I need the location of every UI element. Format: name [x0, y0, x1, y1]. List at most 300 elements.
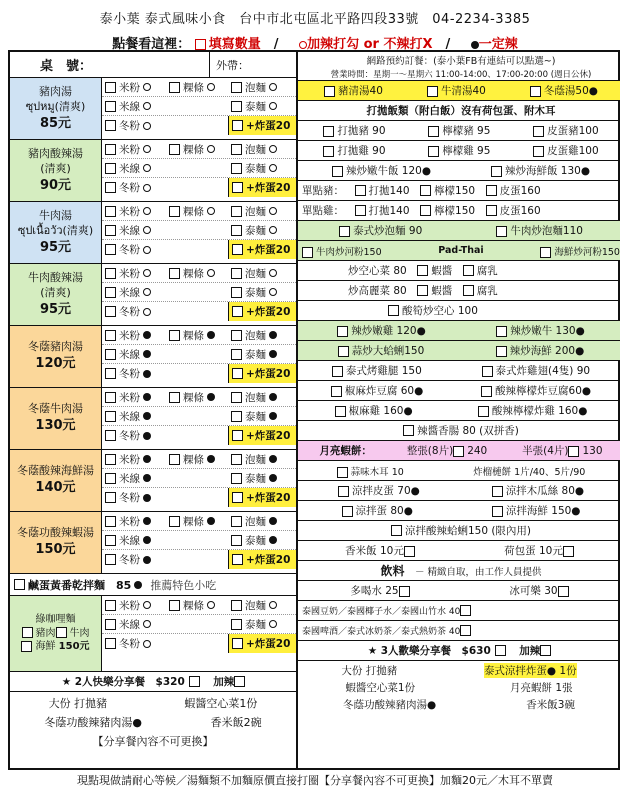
noodle-b-label: 粿條 — [183, 81, 204, 94]
egg-checkbox[interactable] — [232, 306, 243, 317]
spicy-circle-icon — [269, 83, 277, 91]
snack-row-4: 涼拌酸辣蛤蜊150 (限內用) — [298, 521, 620, 541]
noodle-a-label: 冬粉 — [119, 554, 140, 566]
curry-seafood-checkbox[interactable] — [21, 641, 32, 652]
spicy-circle-icon — [143, 226, 151, 234]
rice-item-label: 打拋雞 90 — [337, 145, 386, 157]
rice-item-checkbox[interactable] — [323, 146, 334, 157]
header — [0, 0, 630, 52]
soup-name: 牛肉湯 ซุปเนื้อวัว(清爽) 95元 — [10, 202, 102, 263]
cold-seafood-checkbox[interactable] — [492, 506, 503, 517]
fried-egg-addon[interactable] — [228, 634, 296, 653]
spicy-circle-icon — [269, 145, 277, 153]
noodle-option-row — [102, 202, 296, 221]
single-pork-egg-checkbox[interactable] — [486, 185, 497, 196]
spicy-circle-icon — [207, 269, 215, 277]
noodle-c-label: 泡麵 — [245, 267, 266, 280]
thai-fried-noodle-checkbox[interactable] — [339, 226, 350, 237]
noodle-option-row — [102, 345, 296, 364]
snack-row-2: 涼拌皮蛋 70● 涼拌木瓜絲 80● — [298, 481, 620, 501]
cola-checkbox[interactable] — [558, 586, 569, 597]
noodle-b-label: 粿條 — [183, 453, 204, 466]
veg1-tofu-checkbox[interactable] — [463, 265, 474, 276]
noodle-option-row — [102, 407, 296, 426]
noodle-a-checkbox[interactable] — [105, 473, 116, 484]
noodle-a-checkbox[interactable] — [105, 638, 116, 649]
soup-name: 冬蔭酸辣海鮮湯 140元 — [10, 450, 102, 511]
noodle-a-label: 米粉 — [119, 143, 140, 156]
egg-label: +炸蛋20 — [246, 182, 291, 194]
noodle-c-checkbox[interactable] — [231, 349, 242, 360]
noodle-c-checkbox[interactable] — [231, 225, 242, 236]
soup-name: 冬蔭牛肉湯 130元 — [10, 388, 102, 449]
egg-label: +炸蛋20 — [246, 638, 291, 650]
salted-egg-checkbox[interactable] — [14, 579, 25, 590]
noodle-c-label: 泰麵 — [245, 534, 266, 547]
soup-block — [10, 140, 296, 202]
drink-group1-checkbox[interactable] — [460, 605, 471, 616]
table-number-row: 桌 號： 外帶： — [10, 52, 296, 78]
soup-block — [10, 326, 296, 388]
noodle-a-label: 米線 — [119, 534, 140, 547]
noodle-a-label: 米線 — [119, 472, 140, 485]
noodle-a-checkbox[interactable] — [105, 392, 116, 403]
noodle-c-label: 泡麵 — [245, 515, 266, 528]
noodle-c-label: 泡麵 — [245, 205, 266, 218]
rice-item-checkbox[interactable] — [533, 126, 544, 137]
spicy-seafood-checkbox[interactable] — [496, 346, 507, 357]
spicy-dot-icon — [143, 556, 151, 564]
wood-ear-checkbox[interactable] — [337, 467, 348, 478]
fried-egg-addon[interactable] — [228, 240, 296, 259]
noodle-a-checkbox[interactable] — [105, 492, 116, 503]
fried-row-2: 椒麻炸豆腐 60● 酸辣檸檬炸豆腐60● — [298, 381, 620, 401]
soup-name: 牛肉酸辣湯 (清爽) 95元 — [10, 264, 102, 325]
soup-block — [10, 388, 296, 450]
legend-box-icon — [195, 39, 206, 50]
soup-price: 95元 — [39, 239, 72, 255]
noodle-option-row — [102, 450, 296, 469]
bamboo-veg-checkbox[interactable] — [388, 305, 399, 316]
noodle-a-checkbox[interactable] — [105, 120, 116, 131]
beef-hor-fun-checkbox[interactable] — [302, 247, 313, 258]
noodle-a-checkbox[interactable] — [105, 225, 116, 236]
pepper-chicken-checkbox[interactable] — [335, 406, 346, 417]
noodle-b-checkbox[interactable] — [169, 268, 180, 279]
spicy-dot-icon — [269, 331, 277, 339]
spicy-circle-icon — [269, 601, 277, 609]
rice-item-checkbox[interactable] — [428, 146, 439, 157]
spicy-dot-icon — [143, 432, 151, 440]
spicy-circle-icon — [269, 226, 277, 234]
noodle-a-checkbox[interactable] — [105, 411, 116, 422]
noodle-a-label: 米線 — [119, 224, 140, 237]
spicy-beef-checkbox[interactable] — [496, 326, 507, 337]
noodle-option-row — [102, 426, 296, 445]
curry-beef-checkbox[interactable] — [56, 627, 67, 638]
spicy-dot-icon — [207, 517, 215, 525]
noodle-option-row — [102, 634, 296, 653]
clear-soup-row: 豬清湯40 牛清湯40 冬蔭湯50● — [298, 81, 620, 101]
noodle-option-row — [102, 488, 296, 507]
rice-item-checkbox[interactable] — [533, 146, 544, 157]
single-chicken-basil-checkbox[interactable] — [355, 205, 366, 216]
seafood-hor-fun-checkbox[interactable] — [540, 247, 551, 258]
veg-row-1: 炒空心菜 80 蝦醬 腐乳 — [298, 261, 620, 281]
noodle-a-checkbox[interactable] — [105, 163, 116, 174]
noodle-c-checkbox[interactable] — [231, 535, 242, 546]
rice-item-checkbox[interactable] — [323, 126, 334, 137]
noodle-c-checkbox[interactable] — [231, 206, 242, 217]
noodle-a-checkbox[interactable] — [105, 600, 116, 611]
cold-fried-egg-checkbox[interactable] — [342, 506, 353, 517]
snack-row-3: 涼拌蛋 80● 涼拌海鮮 150● — [298, 501, 620, 521]
legend-circle-icon — [299, 41, 307, 49]
soup-options — [102, 140, 296, 201]
rice-item-label: 檸檬雞 95 — [442, 145, 491, 157]
pork-clear-soup-checkbox[interactable] — [324, 86, 335, 97]
rice-item-label: 檸檬豬 95 — [442, 125, 491, 137]
noodle-a-checkbox[interactable] — [105, 516, 116, 527]
noodle-c-checkbox[interactable] — [231, 392, 242, 403]
noodle-c-label: 泰麵 — [245, 224, 266, 237]
spicy-dot-icon — [269, 474, 277, 482]
fried-egg-checkbox[interactable] — [563, 546, 574, 557]
fried-egg-addon[interactable] — [228, 178, 296, 197]
garlic-clam-checkbox[interactable] — [338, 346, 349, 357]
noodle-a-checkbox[interactable] — [105, 244, 116, 255]
noodle-a-checkbox[interactable] — [105, 306, 116, 317]
egg-checkbox[interactable] — [232, 638, 243, 649]
beef-clear-soup-checkbox[interactable] — [427, 86, 438, 97]
noodle-a-label: 米粉 — [119, 205, 140, 218]
soup-list — [10, 78, 296, 574]
noodle-a-checkbox[interactable] — [105, 182, 116, 193]
curry-block — [10, 596, 296, 672]
veg-row-2: 炒高麗菜 80 蝦醬 腐乳 — [298, 281, 620, 301]
spicy-circle-icon — [143, 288, 151, 296]
noodle-option-row — [102, 159, 296, 178]
spicy-circle-icon — [143, 164, 151, 172]
noodle-c-label: 泡麵 — [245, 391, 266, 404]
spicy-circle-icon — [143, 83, 151, 91]
drink-row-1: 多喝水 25 冰可樂 30 — [298, 581, 620, 601]
lemon-tofu-checkbox[interactable] — [481, 386, 492, 397]
noodle-c-checkbox[interactable] — [231, 600, 242, 611]
water-checkbox[interactable] — [399, 586, 410, 597]
egg-label: +炸蛋20 — [246, 306, 291, 318]
noodle-c-checkbox[interactable] — [231, 287, 242, 298]
noodle-option-row — [102, 264, 296, 283]
shop-info: 泰小葉 泰式風味小食 台中市北屯區北平路四段33號 04-2234-3385 — [99, 12, 531, 27]
noodle-b-label: 粿條 — [183, 391, 204, 404]
spicy-seafood-rice-checkbox[interactable] — [491, 166, 502, 177]
noodle-a-label: 米線 — [119, 286, 140, 299]
single-pork-basil-checkbox[interactable] — [355, 185, 366, 196]
rice-list — [298, 121, 620, 161]
noodle-option-row — [102, 178, 296, 197]
spicy-circle-icon — [269, 288, 277, 296]
fried-egg-addon[interactable] — [228, 116, 296, 135]
egg-label: +炸蛋20 — [246, 554, 291, 566]
noodle-c-checkbox[interactable] — [231, 268, 242, 279]
set-two-checkbox[interactable] — [189, 676, 200, 687]
noodle-a-checkbox[interactable] — [105, 554, 116, 565]
egg-checkbox[interactable] — [232, 120, 243, 131]
noodle-row-1: 泰式炒泡麵 90 牛肉炒泡麵110 — [298, 221, 620, 241]
egg-checkbox[interactable] — [232, 492, 243, 503]
noodle-a-label: 米粉 — [119, 329, 140, 342]
spicy-dot-icon — [143, 412, 151, 420]
noodle-a-label: 米粉 — [119, 515, 140, 528]
noodle-a-label: 冬粉 — [119, 182, 140, 194]
single-pork-row: 單點豬： 打拋140 檸檬150 皮蛋160 — [298, 181, 620, 201]
noodle-c-label: 泡麵 — [245, 81, 266, 94]
papaya-checkbox[interactable] — [492, 486, 503, 497]
moon-cake-row: 月亮蝦餅： 整張(8片) 240 半張(4片) 130 — [298, 441, 620, 461]
noodle-b-label: 粿條 — [183, 599, 204, 612]
noodle-b-checkbox[interactable] — [169, 82, 180, 93]
spicy-circle-icon — [207, 83, 215, 91]
spicy-circle-icon — [143, 308, 151, 316]
noodle-c-checkbox[interactable] — [231, 619, 242, 630]
spicy-dot-icon — [269, 536, 277, 544]
noodle-a-label: 米粉 — [119, 391, 140, 404]
noodle-a-label: 米粉 — [119, 453, 140, 466]
noodle-option-row — [102, 116, 296, 135]
noodle-b-checkbox[interactable] — [169, 330, 180, 341]
veg1-shrimp-checkbox[interactable] — [417, 265, 428, 276]
noodle-option-row — [102, 283, 296, 302]
lemon-chicken-checkbox[interactable] — [478, 406, 489, 417]
spicy-dot-icon — [269, 350, 277, 358]
chicken-wing-checkbox[interactable] — [482, 366, 493, 377]
spicy-circle-icon — [143, 184, 151, 192]
noodle-a-label: 冬粉 — [119, 430, 140, 442]
noodle-a-label: 冬粉 — [119, 638, 140, 650]
drink-row-2: 泰國豆奶／泰國椰子水／泰國山竹水 40 — [298, 601, 620, 621]
pepper-tofu-checkbox[interactable] — [331, 386, 342, 397]
noodle-c-checkbox[interactable] — [231, 454, 242, 465]
egg-checkbox[interactable] — [232, 430, 243, 441]
noodle-c-label: 泰麵 — [245, 348, 266, 361]
spicy-circle-icon — [269, 207, 277, 215]
spicy-circle-icon — [269, 164, 277, 172]
noodle-c-checkbox[interactable] — [231, 82, 242, 93]
drinks-title-row: 飲料 － 精緻自取，由工作人員提供 — [298, 561, 620, 581]
tomyum-soup-checkbox[interactable] — [530, 86, 541, 97]
moon-whole-checkbox[interactable] — [453, 446, 464, 457]
fried-egg-addon[interactable] — [228, 302, 296, 321]
spicy-circle-icon — [207, 145, 215, 153]
noodle-c-label: 泡麵 — [245, 453, 266, 466]
noodle-option-row — [102, 140, 296, 159]
fried-row-1: 泰式烤雞腿 150 泰式炸雞翅(4隻) 90 — [298, 361, 620, 381]
cold-clam-checkbox[interactable] — [391, 525, 402, 536]
noodle-c-label: 泰麵 — [245, 100, 266, 113]
veg2-shrimp-checkbox[interactable] — [417, 285, 428, 296]
fried-egg-addon[interactable] — [228, 364, 296, 383]
sausage-checkbox[interactable] — [403, 425, 414, 436]
noodle-a-checkbox[interactable] — [105, 330, 116, 341]
spicy-dot-icon — [269, 393, 277, 401]
spicy-chicken-checkbox[interactable] — [337, 326, 348, 337]
noodle-option-row — [102, 78, 296, 97]
noodle-a-checkbox[interactable] — [105, 144, 116, 155]
spicy-circle-icon — [143, 640, 151, 648]
egg-checkbox[interactable] — [232, 368, 243, 379]
egg-label: +炸蛋20 — [246, 120, 291, 132]
noodle-a-checkbox[interactable] — [105, 268, 116, 279]
noodle-a-checkbox[interactable] — [105, 206, 116, 217]
spicy-dot-icon — [143, 350, 151, 358]
rice-checkbox[interactable] — [404, 546, 415, 557]
noodle-a-label: 米粉 — [119, 599, 140, 612]
noodle-b-checkbox[interactable] — [169, 206, 180, 217]
set-three-spicy-checkbox[interactable] — [540, 645, 551, 656]
salted-egg-row: 鹹蛋黃番乾拌麵 85 推薦特色小吃 — [10, 574, 296, 596]
noodle-b-checkbox[interactable] — [169, 392, 180, 403]
noodle-a-label: 米線 — [119, 162, 140, 175]
noodle-option-row — [102, 388, 296, 407]
noodle-c-label: 泰麵 — [245, 286, 266, 299]
noodle-a-label: 冬粉 — [119, 492, 140, 504]
noodle-a-checkbox[interactable] — [105, 619, 116, 630]
veg2-tofu-checkbox[interactable] — [463, 285, 474, 296]
chicken-leg-checkbox[interactable] — [332, 366, 343, 377]
moon-half-checkbox[interactable] — [568, 446, 579, 457]
soup-options — [102, 264, 296, 325]
noodle-option-row — [102, 512, 296, 531]
noodle-option-row — [102, 326, 296, 345]
spicy-circle-icon — [143, 246, 151, 254]
noodle-option-row — [102, 550, 296, 569]
noodle-a-checkbox[interactable] — [105, 349, 116, 360]
noodle-a-label: 米線 — [119, 618, 140, 631]
noodle-c-label: 泡麵 — [245, 143, 266, 156]
rice-item-checkbox[interactable] — [428, 126, 439, 137]
left-column — [10, 52, 298, 768]
noodle-a-checkbox[interactable] — [105, 535, 116, 546]
egg-label: +炸蛋20 — [246, 244, 291, 256]
noodle-c-checkbox[interactable] — [231, 101, 242, 112]
noodle-option-row — [102, 97, 296, 116]
noodle-c-checkbox[interactable] — [231, 144, 242, 155]
noodle-option-row — [102, 596, 296, 615]
noodle-a-label: 米粉 — [119, 81, 140, 94]
noodle-option-row — [102, 364, 296, 383]
noodle-a-checkbox[interactable] — [105, 430, 116, 441]
noodle-c-checkbox[interactable] — [231, 411, 242, 422]
single-pork-lemon-checkbox[interactable] — [420, 185, 431, 196]
snack-row-1: 蒜味木耳 10 炸榴槤餅 1片/40、5片/90 — [298, 461, 620, 481]
noodle-c-label: 泰麵 — [245, 162, 266, 175]
noodle-a-checkbox[interactable] — [105, 368, 116, 379]
curry-pork-checkbox[interactable] — [22, 627, 33, 638]
single-chicken-egg-checkbox[interactable] — [486, 205, 497, 216]
noodle-a-label: 冬粉 — [119, 368, 140, 380]
set-two-spicy-checkbox[interactable] — [234, 676, 245, 687]
egg-label: +炸蛋20 — [246, 492, 291, 504]
soup-block — [10, 512, 296, 574]
spicy-beef-rice-checkbox[interactable] — [332, 166, 343, 177]
egg-checkbox[interactable] — [232, 554, 243, 565]
noodle-c-checkbox[interactable] — [231, 473, 242, 484]
noodle-a-checkbox[interactable] — [105, 287, 116, 298]
noodle-b-label: 粿條 — [183, 267, 204, 280]
spicy-dot-icon — [207, 331, 215, 339]
spicy-dot-icon — [269, 412, 277, 420]
veg-row-3: 酸筍炒空心 100 — [298, 301, 620, 321]
soup-name: 冬蔭功酸辣蝦湯 150元 — [10, 512, 102, 573]
spicy-circle-icon — [143, 145, 151, 153]
noodle-a-label: 冬粉 — [119, 120, 140, 132]
noodle-b-label: 粿條 — [183, 329, 204, 342]
fried-egg-addon[interactable] — [228, 550, 296, 569]
noodle-b-checkbox[interactable] — [169, 454, 180, 465]
rice-row — [298, 121, 620, 141]
noodle-a-checkbox[interactable] — [105, 82, 116, 93]
curry-options — [102, 596, 296, 671]
spicy-dot-icon — [143, 494, 151, 502]
noodle-c-label: 泰麵 — [245, 472, 266, 485]
cold-egg-checkbox[interactable] — [338, 486, 349, 497]
spicy-dot-icon — [207, 393, 215, 401]
single-chicken-lemon-checkbox[interactable] — [420, 205, 431, 216]
set-three-checkbox[interactable] — [495, 645, 506, 656]
spicy-dot-icon — [269, 517, 277, 525]
sausage-row: 辣醬香腸 80 (双拼香) — [298, 421, 620, 441]
noodle-a-label: 米線 — [119, 410, 140, 423]
spicy-circle-icon — [207, 207, 215, 215]
spicy-dot-icon — [269, 455, 277, 463]
drink-group2-checkbox[interactable] — [460, 625, 471, 636]
spicy-circle-icon — [143, 102, 151, 110]
noodle-a-label: 米線 — [119, 348, 140, 361]
noodle-a-checkbox[interactable] — [105, 101, 116, 112]
set-two-block: ★ 2人快樂分享餐 $320 加辣 大份 打拋豬 蝦醬空心菜1份 冬蔭功酸辣豬肉湯● 香米飯2碗 【分享餐內容不可更換】 — [10, 672, 296, 746]
rice-row — [298, 141, 620, 161]
noodle-a-label: 米粉 — [119, 267, 140, 280]
spicy-circle-icon — [143, 207, 151, 215]
spicy-circle-icon — [269, 269, 277, 277]
soup-price: 85元 — [39, 115, 72, 131]
noodle-c-checkbox[interactable] — [231, 330, 242, 341]
noodle-b-checkbox[interactable] — [169, 144, 180, 155]
noodle-c-label: 泰麵 — [245, 618, 266, 631]
spicy-row-2: 蒜炒大蛤蜊150 辣炒海鮮 200● — [298, 341, 620, 361]
noodle-c-checkbox[interactable] — [231, 163, 242, 174]
noodle-b-label: 粿條 — [183, 205, 204, 218]
beef-fried-noodle-checkbox[interactable] — [496, 226, 507, 237]
spicy-circle-icon — [143, 620, 151, 628]
spicy-dot-icon — [207, 455, 215, 463]
egg-checkbox[interactable] — [232, 244, 243, 255]
egg-checkbox[interactable] — [232, 182, 243, 193]
fried-egg-addon[interactable] — [228, 426, 296, 445]
right-column: 網路預約訂餐：(泰小葉FB有連結可以點選~) 營業時間：星期一～星期六 11:00-14:00、17:00-20:00 (週日公休) 豬清湯40 牛清湯40 冬蔭湯50● 打拋飯類（附白飯）沒有荷包蛋、附木耳 打拋豬 90 檸檬豬 95 皮蛋豬100 打拋雞 90 檸檬雞 95 皮蛋雞100 辣炒嫩牛飯 120● 辣炒海鮮飯 130● 單點豬： 打拋140 檸檬150 皮蛋160 單點雞： 打拋140 檸檬150 皮蛋160 泰式炒泡麵 90 牛肉炒泡麵110 牛肉炒河粉150 Pad-Thai 海鮮炒河粉150 炒空心菜 80 蝦醬 腐乳 炒高麗菜 80 蝦醬 腐乳 酸筍炒空心 100 辣炒嫩雞 120● 辣炒嫩牛 130● 蒜炒大蛤蜊150 辣炒海鮮 200● 泰式烤雞腿 150 泰式炸雞翅(4隻) 90 椒麻炸豆腐 60● 酸辣檸檬炸豆腐60● 椒麻雞 160● 酸辣檸檬炸雞 160● 辣醬香腸 80 (双拼香) 月亮蝦餅： 整張(8片) 240 半張(4片) 130 蒜味木耳 10 炸榴槤餅 1片/40、5片/90 涼拌皮蛋 70● 涼拌木瓜絲 80● 涼拌蛋 80● 涼拌海鮮 150● 涼拌酸辣蛤蜊150 (限內用) 香米飯 10元 荷包蛋 10元 飲料 － 精緻自取，由工作人員提供 多喝水 25 冰可樂 30 泰國豆奶／泰國椰子水／泰國山竹水 40 泰國啤酒／泰式冰奶茶／泰式熱奶茶 40 ★ 3人歡樂分享餐 $630 加辣 大份 打拋豬 泰式涼拌炸蛋● 1份 蝦醬空心菜1份 月亮蝦餅 1張 冬蔭功酸辣豬肉湯● 香米飯3碗 — [298, 52, 620, 768]
noodle-b-checkbox[interactable] — [169, 600, 180, 611]
spicy-row-1: 辣炒嫩雞 120● 辣炒嫩牛 130● — [298, 321, 620, 341]
noodle-b-label: 粿條 — [183, 515, 204, 528]
soup-block — [10, 202, 296, 264]
fried-egg-addon[interactable] — [228, 488, 296, 507]
spicy-circle-icon — [269, 620, 277, 628]
noodle-option-row — [102, 531, 296, 550]
noodle-a-checkbox[interactable] — [105, 454, 116, 465]
noodle-b-checkbox[interactable] — [169, 516, 180, 527]
noodle-c-checkbox[interactable] — [231, 516, 242, 527]
